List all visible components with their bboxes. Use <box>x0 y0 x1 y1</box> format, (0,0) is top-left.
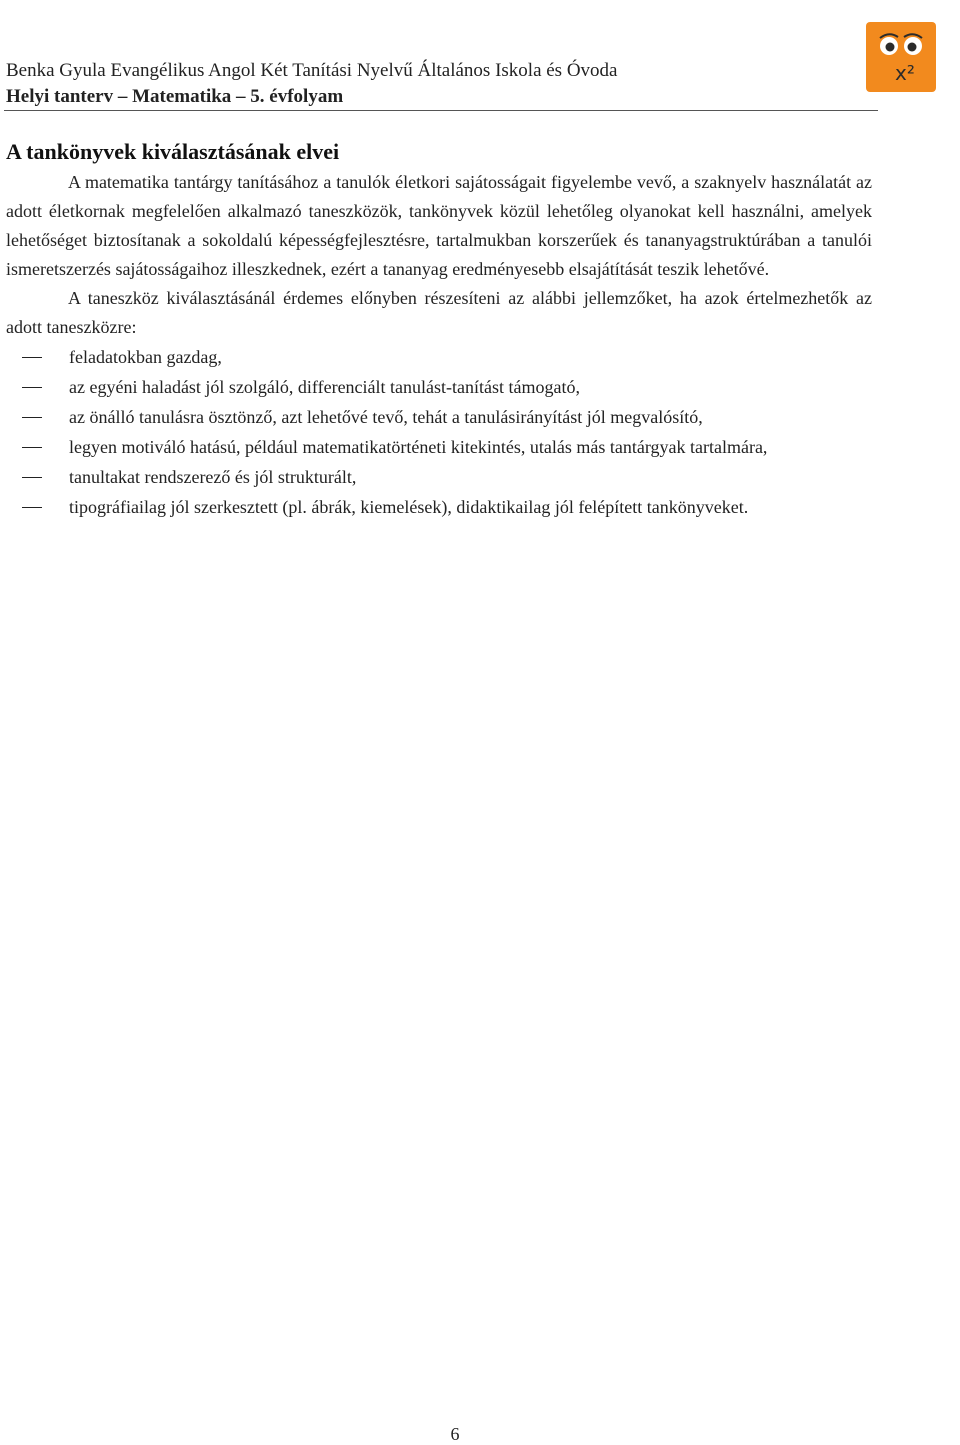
document-body <box>6 138 872 522</box>
dash-bullet-icon <box>22 417 42 418</box>
paragraph-tool-selection: A taneszköz kiválasztásánál érdemes előnyben részesíteni az alábbi jellemzőket, ha azok értelmezhetők az adott taneszközre: <box>6 288 872 337</box>
page-number: 6 <box>450 1424 460 1444</box>
list-item: legyen motiváló hatású, például matematikatörténeti kitekintés, utalás más tantárgyak tartalmára, <box>6 432 872 462</box>
owl-logo <box>866 22 936 92</box>
logo-text: x² <box>895 61 915 85</box>
owl-eyes-icon <box>866 22 936 92</box>
page-header <box>0 0 960 112</box>
dash-bullet-icon <box>22 357 42 358</box>
paragraph-textbook-principles: A matematika tantárgy tanításához a tanulók életkori sajátosságait figyelembe vevő, a szaknyelv használatát az adott életkornak megfelelően alkalmazó taneszközök, tankönyvek közül lehetőleg olyanokat kell használni, amelyek lehetőséget biztosítanak a sokoldalú képességfejlesztésre, tartalmukban korszerűek és tananyagstruktúrában a tanulói ismeretszerzés sajátosságaihoz illeszkednek, ezért a tananyag eredményesebb elsajátítását teszik lehetővé. <box>6 172 872 279</box>
header-divider <box>4 110 878 111</box>
dash-bullet-icon <box>22 477 42 478</box>
curriculum-subtitle: Helyi tanterv – Matematika – 5. évfolyam <box>6 86 344 107</box>
list-item: feladatokban gazdag, <box>6 342 872 372</box>
dash-bullet-icon <box>22 387 42 388</box>
list-item: tanultakat rendszerező és jól strukturált, <box>6 462 872 492</box>
list-item: az önálló tanulásra ösztönző, azt lehetővé tevő, tehát a tanulásirányítást jól megvalósító, <box>6 402 872 432</box>
dash-bullet-icon <box>22 507 42 508</box>
dash-bullet-icon <box>22 447 42 448</box>
criteria-list <box>6 342 872 522</box>
list-item: az egyéni haladást jól szolgáló, differenciált tanulást-tanítást támogató, <box>6 372 872 402</box>
section-title: A tankönyvek kiválasztásának elvei <box>6 139 340 164</box>
list-item: tipográfiailag jól szerkesztett (pl. ábrák, kiemelések), didaktikailag jól felépített tankönyveket. <box>6 492 872 522</box>
school-name: Benka Gyula Evangélikus Angol Két Tanítási Nyelvű Általános Iskola és Óvoda <box>6 60 618 81</box>
